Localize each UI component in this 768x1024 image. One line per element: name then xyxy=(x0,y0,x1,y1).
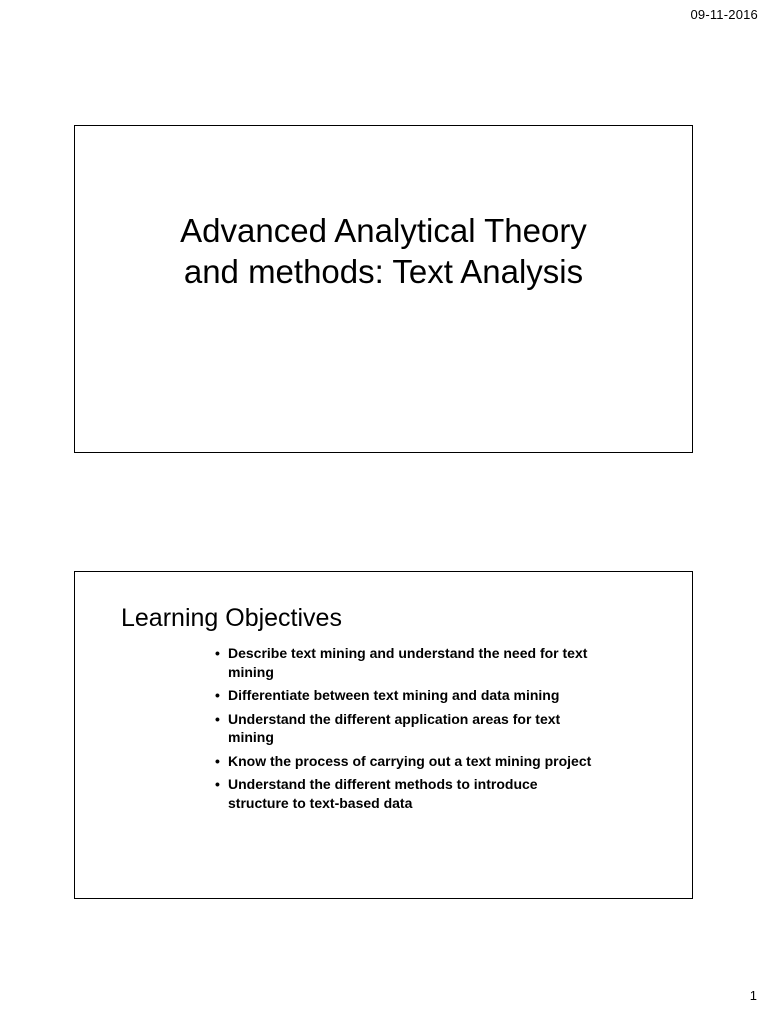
list-item xyxy=(215,775,600,812)
objective-text: Understand the different methods to introduce structure to text-based data xyxy=(228,776,538,811)
objectives-list xyxy=(215,644,600,817)
slide-title-line-1: Advanced Analytical Theory xyxy=(180,212,587,249)
bullet-icon: • xyxy=(215,710,220,727)
list-item xyxy=(215,686,600,705)
slide-title-line-2: and methods: Text Analysis xyxy=(183,253,584,290)
objective-text: Describe text mining and understand the need for text mining xyxy=(228,645,588,680)
bullet-icon: • xyxy=(215,687,220,703)
bullet-icon: • xyxy=(215,776,220,792)
section-heading: Learning Objectives xyxy=(121,604,342,632)
bullet-icon: • xyxy=(215,645,220,661)
slide-title xyxy=(75,210,692,292)
list-item xyxy=(215,752,600,771)
page-number: 1 xyxy=(749,988,757,1003)
bullet-icon: • xyxy=(215,752,220,769)
objective-text: Understand the different application areas for text mining xyxy=(228,710,561,745)
learning-objectives-slide xyxy=(74,571,693,899)
header-date: 09-11-2016 xyxy=(690,7,758,22)
list-item xyxy=(215,710,600,747)
objective-text: Know the process of carrying out a text mining project xyxy=(228,752,592,769)
title-slide xyxy=(74,125,693,453)
list-item xyxy=(215,644,600,681)
objective-text: Differentiate between text mining and data mining xyxy=(228,687,560,703)
